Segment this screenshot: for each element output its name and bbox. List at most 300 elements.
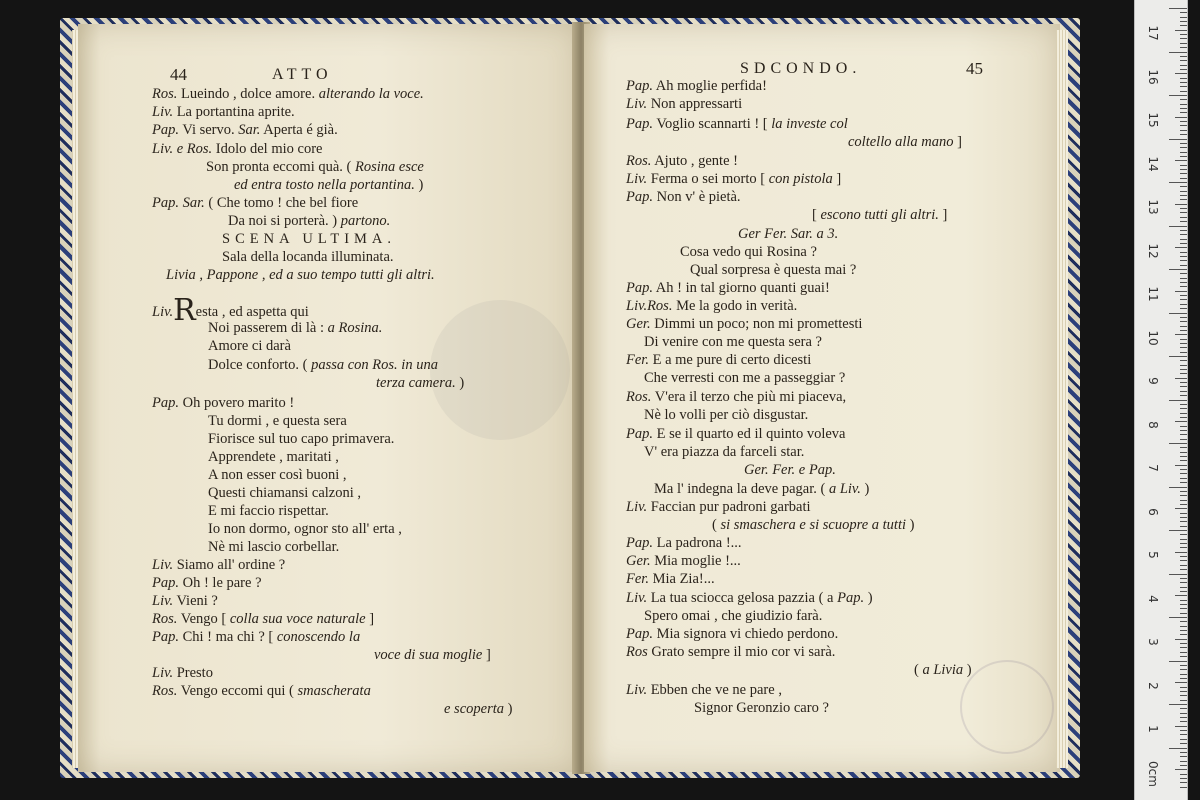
dialogue-text: Ebben che ve ne pare , — [647, 682, 782, 698]
right-page-text-line — [644, 608, 822, 625]
speaker-label: Pap. — [152, 629, 179, 645]
ruler-tick — [1180, 721, 1187, 722]
left-page-text-line — [152, 141, 322, 158]
left-page-text-line — [152, 195, 358, 212]
dialogue-text: ] — [832, 171, 842, 187]
ruler-tick — [1180, 774, 1187, 775]
right-page-text-line — [626, 535, 742, 552]
left-page-text-line — [152, 575, 262, 592]
ruler-tick — [1180, 165, 1187, 166]
right-page-text-line — [680, 244, 817, 261]
dialogue-text: A non esser così buoni , — [208, 467, 347, 483]
ruler-tick — [1180, 208, 1187, 209]
ruler-tick — [1180, 82, 1187, 83]
stage-direction: ed entra tosto nella portantina. — [234, 177, 415, 193]
ruler-tick — [1180, 500, 1187, 501]
right-page-text-line — [626, 189, 741, 206]
dialogue-text: ( — [914, 662, 923, 678]
ruler-tick — [1180, 413, 1187, 414]
ruler-number: 8 — [1146, 420, 1160, 429]
ruler-tick — [1175, 73, 1187, 74]
dialogue-text: esta , ed aspetta qui — [195, 304, 309, 320]
left-page-text-line — [206, 159, 424, 176]
ruler-tick — [1180, 447, 1187, 448]
speaker-label: Liv. — [626, 499, 648, 515]
speaker-label: Pap. — [626, 280, 653, 296]
ruler-tick — [1169, 313, 1187, 314]
ruler-tick — [1180, 521, 1187, 522]
ruler-tick — [1180, 517, 1187, 518]
ruler-tick — [1180, 717, 1187, 718]
ruler-tick — [1180, 761, 1187, 762]
ruler-tick — [1180, 473, 1187, 474]
ruler-tick — [1180, 534, 1187, 535]
ruler-number: 16 — [1146, 68, 1160, 85]
ruler-tick — [1169, 443, 1187, 444]
dialogue-text: Ferma o sei morto [ — [647, 171, 769, 187]
ruler-number: 2 — [1146, 681, 1160, 690]
stage-direction: a Rosina. — [327, 320, 383, 336]
ruler-tick — [1180, 256, 1187, 257]
right-page-text-line — [626, 389, 846, 406]
ruler-tick — [1180, 752, 1187, 753]
speaker-label: Ger. — [626, 316, 651, 332]
ruler-tick — [1180, 130, 1187, 131]
dialogue-text: Voglio scannarti ! [ — [652, 116, 772, 132]
right-page-text-line — [626, 626, 838, 643]
dialogue-text: Ajuto , gente ! — [651, 153, 738, 169]
ruler-tick — [1180, 195, 1187, 196]
right-page-text-line — [644, 334, 822, 351]
dialogue-text: Apprendete , maritati , — [208, 449, 339, 465]
right-page-text-line — [626, 96, 742, 113]
left-page-text-line — [152, 293, 309, 328]
dialogue-text: E a me pure di certo dicesti — [648, 352, 812, 368]
ruler-tick — [1180, 12, 1187, 13]
speaker-label: Pap. — [626, 535, 653, 551]
ruler-tick — [1180, 86, 1187, 87]
dialogue-text: Vieni ? — [173, 593, 218, 609]
right-page-text-line — [626, 78, 767, 95]
ruler-tick — [1180, 239, 1187, 240]
dialogue-text: ) — [860, 481, 870, 497]
dialogue-text: Tu dormi , e questa sera — [208, 413, 347, 429]
left-page-text-line — [208, 521, 402, 538]
dialogue-text: Vi servo. — [178, 122, 239, 138]
ruler-tick — [1180, 430, 1187, 431]
ruler-tick — [1180, 104, 1187, 105]
stage-direction: si smaschera e si scuopre a tutti — [720, 517, 907, 533]
page-edges-right — [1056, 30, 1068, 768]
speaker-label: Ros. — [152, 86, 178, 102]
speaker-label: Pap. Sar. — [152, 195, 205, 211]
left-page-text-line — [376, 375, 464, 392]
ruler-tick — [1180, 125, 1187, 126]
stage-direction: conoscendo la — [276, 629, 361, 645]
right-page-text-line — [694, 700, 829, 717]
right-running-header: SDCONDO. — [740, 60, 862, 77]
dialogue-text: La portantina aprite. — [173, 104, 295, 120]
speaker-label: Pap. — [152, 575, 179, 591]
ruler-tick — [1169, 400, 1187, 401]
dialogue-text: Grato sempre il mio cor vi sarà. — [647, 644, 836, 660]
ruler-number: 14 — [1146, 155, 1160, 172]
ruler-tick — [1180, 143, 1187, 144]
ruler-tick — [1180, 634, 1187, 635]
ruler-tick — [1180, 221, 1187, 222]
ruler-tick — [1180, 199, 1187, 200]
right-page-text-line — [626, 571, 715, 588]
left-page-text-line — [152, 665, 213, 682]
right-page-text-line — [738, 226, 838, 243]
left-page-text-line — [374, 647, 491, 664]
ruler-tick — [1180, 782, 1187, 783]
ruler-tick — [1180, 469, 1187, 470]
stage-direction: la investe col — [771, 116, 848, 132]
ruler-tick — [1175, 247, 1187, 248]
ruler-tick — [1180, 134, 1187, 135]
ruler-tick — [1180, 352, 1187, 353]
ruler-tick — [1180, 613, 1187, 614]
ruler-number: 6 — [1146, 507, 1160, 516]
ruler-number: 12 — [1146, 242, 1160, 259]
left-page-text-line — [222, 231, 396, 248]
ruler-tick — [1175, 378, 1187, 379]
ruler-tick — [1180, 173, 1187, 174]
dialogue-text: ] — [938, 207, 948, 223]
ruler-tick — [1180, 656, 1187, 657]
library-watermark — [430, 300, 570, 440]
ruler-tick — [1180, 630, 1187, 631]
ruler-tick — [1180, 495, 1187, 496]
ruler-number: 5 — [1146, 551, 1160, 559]
stage-direction: Livia , Pappone , ed a suo tempo tutti gli altri. — [166, 267, 435, 283]
ruler-tick — [1180, 395, 1187, 396]
ruler-tick — [1175, 421, 1187, 422]
dialogue-text: Ah moglie perfida! — [652, 78, 767, 94]
stage-direction: alterando la voce. — [315, 86, 424, 102]
left-page-text-line — [152, 611, 374, 628]
ruler-tick — [1180, 565, 1187, 566]
left-page-text-line — [152, 104, 295, 121]
speaker-label: Liv. — [626, 590, 648, 606]
speaker-label: Sar. — [238, 122, 261, 138]
ruler-tick — [1180, 547, 1187, 548]
stage-direction: Ger Fer. Sar. a 3. — [738, 226, 839, 242]
ruler-tick — [1180, 708, 1187, 709]
dialogue-text: Presto — [173, 665, 213, 681]
speaker-label: Liv. — [626, 171, 648, 187]
speaker-label: Ros. — [626, 153, 652, 169]
ruler-tick — [1180, 169, 1187, 170]
dialogue-text: Ah ! in tal giorno quanti guai! — [652, 280, 830, 296]
ruler-tick — [1175, 160, 1187, 161]
left-page-text-line — [152, 557, 285, 574]
ruler-tick — [1169, 487, 1187, 488]
ruler-tick — [1180, 687, 1187, 688]
speaker-label: Pap. — [626, 116, 653, 132]
speaker-label: Pap. — [152, 395, 179, 411]
ruler-tick — [1180, 347, 1187, 348]
right-page-text-line — [744, 462, 836, 479]
drop-capital: R — [173, 293, 196, 328]
ruler-tick — [1180, 217, 1187, 218]
dialogue-text: Nè mi lascio corbellar. — [208, 539, 340, 555]
left-page-text-line — [208, 539, 339, 556]
ruler-tick — [1180, 691, 1187, 692]
dialogue-text: Fiorisce sul tuo capo primavera. — [208, 431, 395, 447]
dialogue-text: Aperta é già. — [260, 122, 338, 138]
ruler-tick — [1169, 52, 1187, 53]
ruler-tick — [1180, 787, 1187, 788]
right-page-text-line — [626, 590, 873, 607]
ruler-number: 9 — [1146, 377, 1160, 385]
ruler-tick — [1180, 491, 1187, 492]
dialogue-text: Da noi si porterà. ) — [228, 213, 341, 229]
dialogue-text: Signor Geronzio caro ? — [694, 700, 829, 716]
dialogue-text: Idolo del mio core — [212, 141, 323, 157]
ruler-tick — [1180, 260, 1187, 261]
ruler-tick — [1175, 726, 1187, 727]
ruler-tick — [1175, 552, 1187, 553]
left-page-text-line — [444, 701, 512, 718]
ruler-tick — [1180, 678, 1187, 679]
dialogue-text: V' era piazza da farceli star. — [644, 444, 805, 460]
dialogue-text: ] — [953, 134, 962, 150]
ruler-tick — [1180, 734, 1187, 735]
ruler-tick — [1180, 695, 1187, 696]
dialogue-text: Mia moglie !... — [650, 553, 741, 569]
ruler-tick — [1180, 543, 1187, 544]
stage-direction: a Liv. — [828, 481, 861, 497]
ruler-tick — [1180, 60, 1187, 61]
library-stamp — [960, 660, 1054, 754]
dialogue-text: ( — [712, 517, 721, 533]
stage-direction: colla sua voce naturale — [229, 611, 366, 627]
ruler-tick — [1180, 756, 1187, 757]
dialogue-text: Questi chiamansi calzoni , — [208, 485, 362, 501]
speaker-label: Pap. — [152, 122, 179, 138]
right-page-text-line — [848, 134, 962, 151]
ruler-tick — [1180, 278, 1187, 279]
ruler-tick — [1180, 91, 1187, 92]
dialogue-text: Vengo [ — [177, 611, 230, 627]
speaker-label: Liv. — [152, 304, 174, 320]
left-page-text-line — [208, 357, 438, 374]
ruler-tick — [1180, 191, 1187, 192]
left-page-text-line — [208, 431, 394, 448]
speaker-label: Ros. — [152, 683, 178, 699]
ruler-tick — [1180, 330, 1187, 331]
ruler-number: 11 — [1146, 286, 1160, 302]
ruler-tick — [1175, 30, 1187, 31]
ruler-tick — [1175, 769, 1187, 770]
dialogue-text: Mia signora vi chiedo perdono. — [652, 626, 839, 642]
ruler-tick — [1180, 439, 1187, 440]
ruler-tick — [1180, 456, 1187, 457]
dialogue-text: SCENA ULTIMA. — [222, 231, 397, 247]
speaker-label: Pap. — [626, 426, 653, 442]
ruler-tick — [1180, 408, 1187, 409]
left-page-text-line — [208, 320, 382, 337]
ruler-tick — [1180, 700, 1187, 701]
dialogue-text: ) — [906, 517, 915, 533]
ruler-tick — [1169, 356, 1187, 357]
ruler-tick — [1175, 682, 1187, 683]
right-page-text-line — [626, 352, 811, 369]
dialogue-text: ) — [414, 177, 424, 193]
ruler-tick — [1180, 587, 1187, 588]
dialogue-text: Lueindo , dolce amore. — [177, 86, 316, 102]
stage-direction: Rosina esce — [355, 159, 424, 175]
ruler-tick — [1180, 121, 1187, 122]
right-page-text-line — [626, 426, 845, 443]
dialogue-text: Cosa vedo qui Rosina ? — [680, 244, 817, 260]
ruler-tick — [1180, 569, 1187, 570]
ruler-tick — [1180, 452, 1187, 453]
ruler-tick — [1180, 295, 1187, 296]
ruler-tick — [1180, 434, 1187, 435]
ruler-tick — [1180, 478, 1187, 479]
right-page-text-line — [626, 499, 811, 516]
ruler-tick — [1180, 78, 1187, 79]
ruler-tick — [1180, 112, 1187, 113]
dialogue-text: ] — [365, 611, 375, 627]
ruler-number: 15 — [1146, 112, 1160, 128]
dialogue-text: Mia Zia!... — [648, 571, 715, 587]
speaker-label: Liv. e Ros. — [152, 141, 213, 157]
ruler-tick — [1180, 186, 1187, 187]
ruler-tick — [1175, 204, 1187, 205]
dialogue-text: V'era il terzo che più mi piaceva, — [651, 389, 847, 405]
dialogue-text: ) — [864, 590, 873, 606]
ruler-tick — [1180, 234, 1187, 235]
dialogue-text: ( Che tomo ! che bel fiore — [204, 195, 359, 211]
ruler-number: 10 — [1146, 329, 1160, 346]
ruler-tick — [1180, 674, 1187, 675]
ruler-tick — [1180, 669, 1187, 670]
ruler-tick — [1180, 252, 1187, 253]
ruler-tick — [1180, 178, 1187, 179]
ruler-tick — [1180, 621, 1187, 622]
dialogue-text: ] — [482, 647, 491, 663]
ruler-tick — [1180, 56, 1187, 57]
ruler-number: 13 — [1146, 199, 1160, 215]
stage-direction: smascherata — [297, 683, 371, 699]
ruler-tick — [1180, 626, 1187, 627]
ruler-tick — [1180, 513, 1187, 514]
left-page-text-line — [228, 213, 390, 230]
left-page-text-line — [234, 177, 423, 194]
dialogue-text: [ — [812, 207, 821, 223]
stage-direction: Pap. — [837, 590, 865, 606]
ruler-tick — [1180, 286, 1187, 287]
ruler-tick — [1180, 147, 1187, 148]
speaker-label: Pap. — [626, 626, 653, 642]
ruler-tick — [1180, 578, 1187, 579]
left-page-text-line — [166, 267, 435, 284]
right-page-text-line — [626, 644, 835, 661]
speaker-label: Liv. — [152, 104, 174, 120]
ruler-tick — [1175, 508, 1187, 509]
right-page-text-line — [812, 207, 947, 224]
ruler-tick — [1180, 304, 1187, 305]
dialogue-text: Non v' è pietà. — [652, 189, 741, 205]
ruler-tick — [1180, 526, 1187, 527]
ruler-tick — [1180, 282, 1187, 283]
ruler-tick — [1180, 386, 1187, 387]
ruler-tick — [1180, 404, 1187, 405]
left-page-text-line — [208, 503, 329, 520]
right-page-text-line — [690, 262, 856, 279]
right-page-text-line — [644, 370, 845, 387]
speaker-label: Liv.Ros. — [626, 298, 673, 314]
speaker-label: Liv. — [152, 557, 174, 573]
ruler-tick — [1175, 334, 1187, 335]
stage-direction: terza camera. — [376, 375, 456, 391]
dialogue-text: Son pronta eccomi quà. ( — [206, 159, 355, 175]
ruler-tick — [1180, 360, 1187, 361]
stage-direction: a Livia — [922, 662, 964, 678]
ruler-tick — [1180, 482, 1187, 483]
left-page-text-line — [152, 629, 360, 646]
ruler-tick — [1175, 465, 1187, 466]
ruler-tick — [1180, 212, 1187, 213]
ruler-tick — [1180, 17, 1187, 18]
left-page-text-line — [152, 395, 294, 412]
left-page-text-line — [152, 122, 338, 139]
ruler-tick — [1180, 339, 1187, 340]
ruler-tick — [1175, 595, 1187, 596]
ruler-tick — [1169, 704, 1187, 705]
ruler-tick — [1180, 556, 1187, 557]
stage-direction: coltello alla mano — [848, 134, 954, 150]
ruler-tick — [1169, 182, 1187, 183]
ruler-tick — [1169, 226, 1187, 227]
ruler-tick — [1180, 643, 1187, 644]
dialogue-text: Oh ! le pare ? — [178, 575, 262, 591]
right-page-text-line — [626, 682, 782, 699]
ruler-tick — [1180, 21, 1187, 22]
right-page-text-line — [626, 553, 741, 570]
ruler-tick — [1180, 230, 1187, 231]
dialogue-text: ) — [963, 662, 972, 678]
dialogue-text: Di venire con me questa sera ? — [644, 334, 822, 350]
dialogue-text: E se il quarto ed il quinto voleva — [652, 426, 846, 442]
right-page-text-line — [626, 280, 830, 297]
ruler-tick — [1180, 69, 1187, 70]
ruler-number: 4 — [1146, 594, 1160, 603]
ruler-tick — [1180, 108, 1187, 109]
ruler-tick — [1180, 665, 1187, 666]
speaker-label: Liv. — [152, 593, 174, 609]
speaker-label: Ros. — [152, 611, 178, 627]
dialogue-text: La padrona !... — [652, 535, 742, 551]
left-page-text-line — [222, 249, 394, 266]
speaker-label: Pap. — [626, 189, 653, 205]
right-page-text-line — [626, 153, 738, 170]
ruler-tick — [1169, 748, 1187, 749]
left-page-text-line — [208, 413, 347, 430]
left-page-text-line — [208, 485, 361, 502]
right-page-text-line — [626, 316, 862, 333]
ruler-tick — [1180, 317, 1187, 318]
ruler-tick — [1180, 652, 1187, 653]
ruler-tick — [1180, 539, 1187, 540]
ruler-tick — [1180, 308, 1187, 309]
ruler-tick — [1180, 365, 1187, 366]
ruler-tick — [1180, 369, 1187, 370]
